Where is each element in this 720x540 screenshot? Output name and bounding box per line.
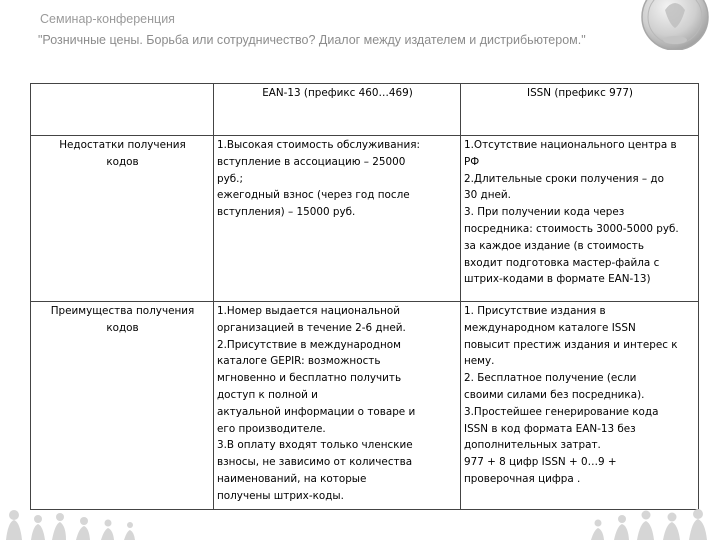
- slide-headline: "Розничные цены. Борьба или сотрудничество? Диалог между издателем и дистрибьютером.": [38, 33, 586, 47]
- seminar-kicker: Семинар-конференция: [40, 12, 175, 26]
- table-header-row: [31, 84, 699, 136]
- crowd-silhouettes-icon: [0, 505, 720, 540]
- ean13-disadvantages-cell: 1.Высокая стоимость обслуживания: вступление в ассоциацию – 25000 руб.; ежегодный взнос (через год после вступления) – 15000 руб.: [214, 136, 461, 302]
- column-header-issn: ISSN (префикс 977): [461, 84, 699, 136]
- issn-advantages-cell: 1. Присутствие издания в международном каталоге ISSN повысит престиж издания и интерес к нему. 2. Бесплатное получение (если своими силами без посредника). 3.Простейшее генерирование кода ISSN в код формата EAN-13 без дополнительных затрат. 977 + 8 цифр ISSN + 0…9 + проверочная цифра .: [461, 302, 699, 510]
- corner-cell: [31, 84, 214, 136]
- coin-logo-icon: [632, 0, 718, 50]
- ean13-advantages-cell: 1.Номер выдается национальной организацией в течение 2-6 дней. 2.Присутствие в международном каталоге GEPIR: возможность мгновенно и бесплатно получить доступ к полной и актуальной информации о товаре и его производителе. 3.В оплату входят только членские взносы, не зависимо от количества наименований, на которые получены штрих-коды.: [214, 302, 461, 510]
- row-label-advantages: Преимущества получения кодов: [31, 302, 214, 510]
- table-row: [31, 136, 699, 302]
- column-header-ean13: EAN-13 (префикс 460…469): [214, 84, 461, 136]
- table-row: [31, 302, 699, 510]
- comparison-table: [30, 83, 699, 510]
- row-label-disadvantages: Недостатки получения кодов: [31, 136, 214, 302]
- issn-disadvantages-cell: 1.Отсутствие национального центра в РФ 2.Длительные сроки получения – до 30 дней. 3. При получении кода через посредника: стоимость 3000-5000 руб. за каждое издание (в стоимость входит подготовка мастер-файла с штрих-кодами в формате EAN-13): [461, 136, 699, 302]
- slide-header: [0, 0, 720, 70]
